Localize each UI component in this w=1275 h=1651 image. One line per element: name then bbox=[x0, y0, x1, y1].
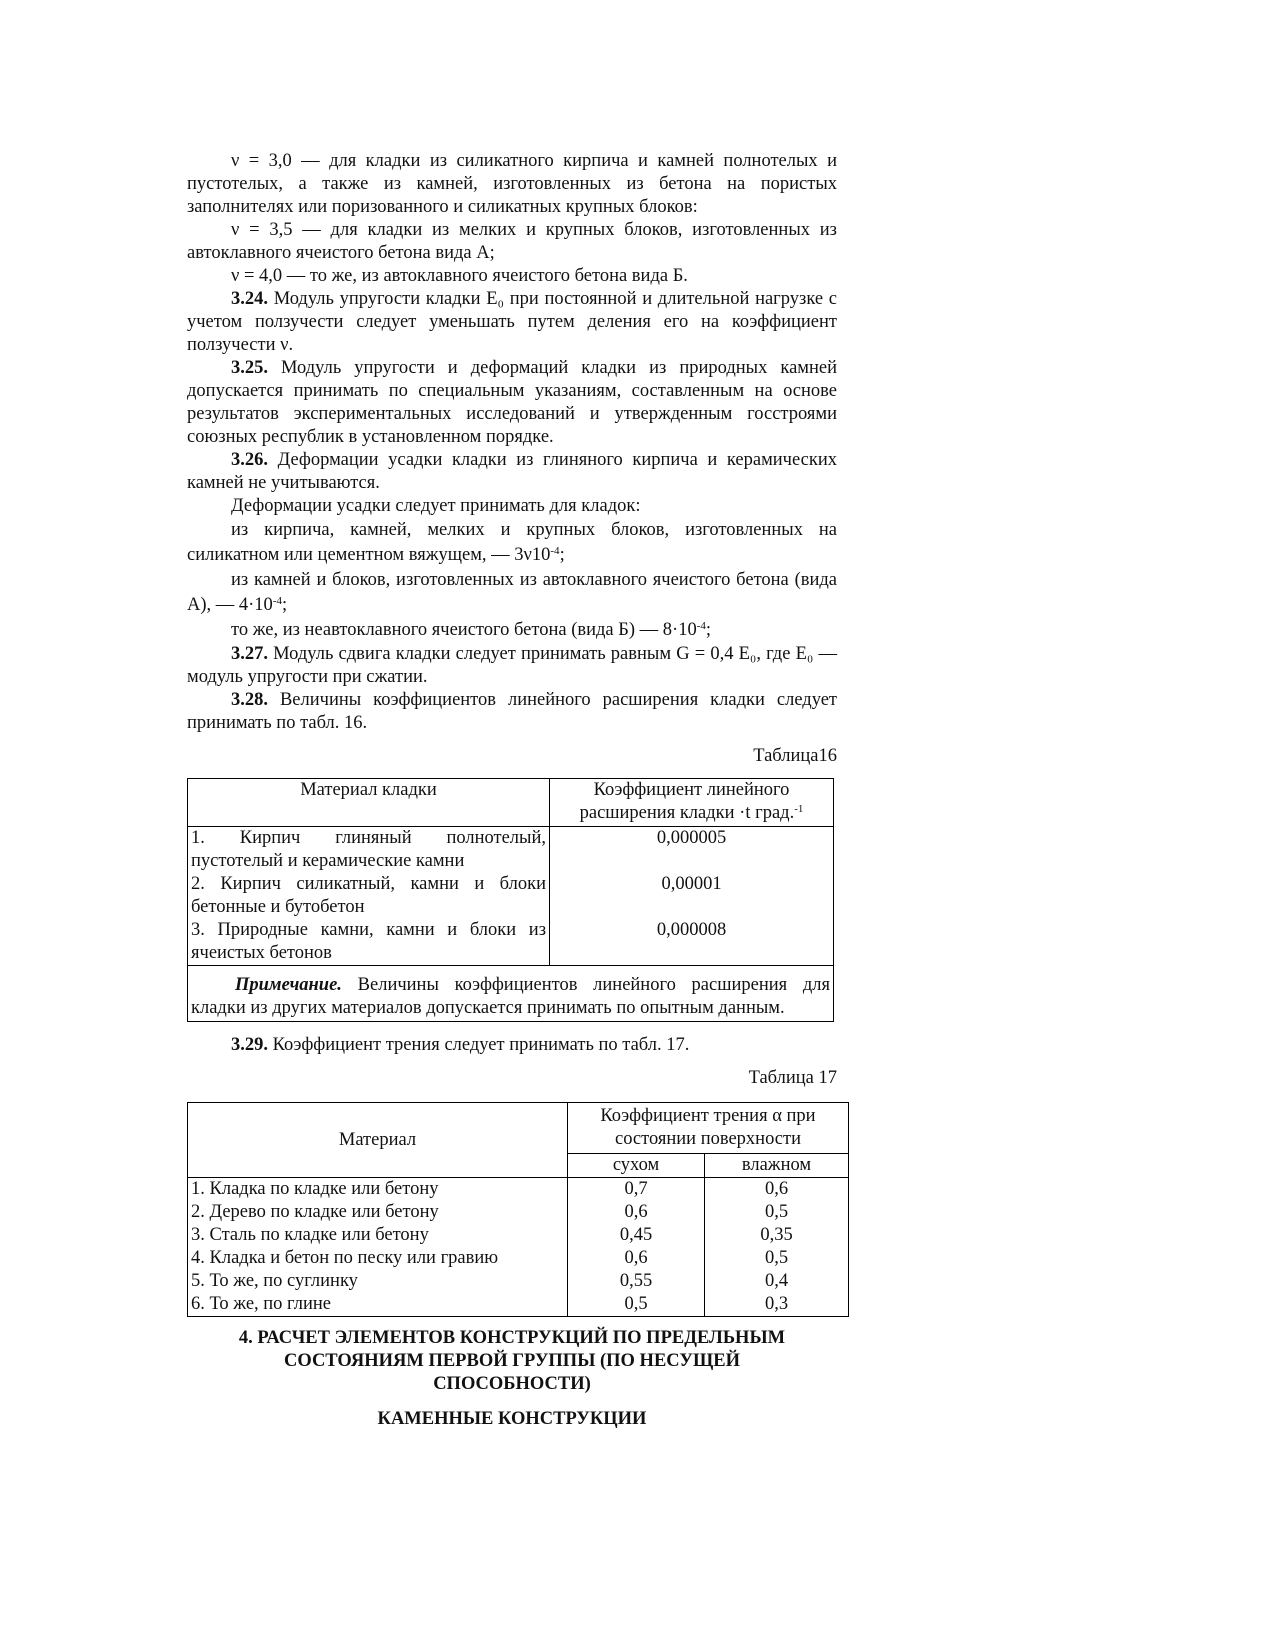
paragraph-number: 3.26. bbox=[231, 450, 268, 470]
paragraph-shrink-1 bbox=[187, 518, 837, 568]
shrink-3-text: то же, из неавтоклавного ячеистого бетона (вида Б) — 8·10 bbox=[231, 620, 697, 640]
paragraph-number: 3.24. bbox=[231, 289, 268, 309]
shrink-1-text: из кирпича, камней, мелких и крупных блоков, изготовленных на силикатном или цементном вяжущем, — 3ν10 bbox=[187, 520, 837, 565]
paragraph-shrink-intro: Деформации усадки следует принимать для кладок: bbox=[231, 496, 641, 516]
paragraph-3-28 bbox=[187, 689, 837, 735]
paragraph-number: 3.25. bbox=[231, 358, 268, 378]
paragraph-v30: ν = 3,0 — для кладки из силикатного кирпича и камней полнотелых и пустотелых, а также из камней, изготовленных из бетона на пористых заполнителях или поризованного и силикатных крупных блоков: bbox=[187, 151, 837, 217]
table-header-coefficient bbox=[550, 779, 834, 827]
table-cell-value: 0,000005 bbox=[656, 828, 727, 848]
paragraph-text: Модуль упругости кладки E₀ при постоянной и длительной нагрузке с учетом ползучести следует уменьшать путем деления его на коэффициент ползучести ν. bbox=[187, 289, 837, 355]
table-cell-material: 4. Кладка и бетон по песку или гравию bbox=[188, 1247, 568, 1270]
table-cell-material: 1. Кладка по кладке или бетону bbox=[188, 1178, 568, 1202]
table-cell-material: 2. Кирпич силикатный, камни и блоки бетонные и бутобетон bbox=[188, 873, 550, 919]
table-note-row bbox=[188, 966, 834, 1022]
table-16 bbox=[187, 778, 834, 1022]
paragraph-number: 3.29. bbox=[231, 1035, 268, 1055]
table-header-wet: влажном bbox=[705, 1154, 849, 1178]
paragraph-3-27 bbox=[187, 643, 837, 689]
shrink-3-end: ; bbox=[705, 620, 712, 640]
table-header-row bbox=[188, 1103, 849, 1154]
table-cell-value: 0,000008 bbox=[656, 920, 727, 940]
header-coefficient-exponent: -1 bbox=[794, 803, 804, 815]
paragraph-3-25 bbox=[187, 357, 837, 449]
table-cell-dry: 0,7 bbox=[568, 1178, 705, 1202]
table-header-material: Материал bbox=[188, 1103, 568, 1178]
table-cell-wet: 0,5 bbox=[764, 1248, 789, 1268]
table-row bbox=[188, 873, 834, 919]
table-cell-dry: 0,5 bbox=[568, 1293, 705, 1317]
table-cell-dry: 0,6 bbox=[568, 1201, 705, 1224]
header-coefficient-text: Коэффициент линейного расширения кладки ·t град. bbox=[579, 780, 795, 823]
paragraph-text: Модуль сдвига кладки следует принимать равным G = 0,4 E₀, где E₀ — модуль упругости при сжатии. bbox=[187, 644, 837, 687]
section-subheading: КАМЕННЫЕ КОНСТРУКЦИИ bbox=[377, 1409, 647, 1429]
shrink-1-exponent: -4 bbox=[550, 545, 560, 557]
table-cell-dry: 0,55 bbox=[568, 1270, 705, 1293]
shrink-1-end: ; bbox=[559, 545, 565, 565]
paragraph-text: Коэффициент трения следует принимать по табл. 17. bbox=[272, 1035, 690, 1055]
table-cell-material: 6. То же, по глине bbox=[188, 1293, 568, 1317]
table-cell-material: 3. Сталь по кладке или бетону bbox=[188, 1224, 568, 1247]
table-cell-wet: 0,6 bbox=[764, 1179, 789, 1199]
table-row bbox=[188, 1178, 849, 1202]
table-cell-dry: 0,6 bbox=[568, 1247, 705, 1270]
paragraph-shrink-2 bbox=[187, 568, 837, 618]
table-17-caption: Таблица 17 bbox=[748, 1068, 837, 1088]
table-cell-wet: 0,3 bbox=[764, 1294, 789, 1314]
table-header-row bbox=[188, 779, 834, 827]
table-cell-material: 1. Кирпич глиняный полнотелый, пустотелый и керамические камни bbox=[188, 827, 550, 874]
table-cell-dry: 0,45 bbox=[568, 1224, 705, 1247]
paragraph-shrink-3 bbox=[187, 618, 837, 643]
table-cell-material: 3. Природные камни, камни и блоки из ячеистых бетонов bbox=[188, 919, 550, 966]
table-row bbox=[188, 1293, 849, 1317]
shrink-2-end: ; bbox=[281, 595, 288, 615]
table-row bbox=[188, 919, 834, 966]
table-row bbox=[188, 1201, 849, 1224]
table-cell-wet: 0,35 bbox=[760, 1225, 793, 1245]
shrink-3-exponent: -4 bbox=[696, 620, 706, 632]
table-note bbox=[188, 966, 834, 1022]
table-cell-wet: 0,4 bbox=[764, 1271, 789, 1291]
table-header-coefficient: Коэффициент трения α при состоянии поверхности bbox=[568, 1103, 849, 1154]
table-header-dry: сухом bbox=[568, 1154, 705, 1178]
paragraph-v35: ν = 3,5 — для кладки из мелких и крупных блоков, изготовленных из автоклавного ячеистого бетона вида А; bbox=[187, 220, 837, 263]
document-page bbox=[187, 150, 837, 1431]
paragraph-3-24 bbox=[187, 288, 837, 357]
shrink-2-text: из камней и блоков, изготовленных из автоклавного ячеистого бетона (вида А), — 4·10 bbox=[187, 570, 837, 615]
table-cell-material: 5. То же, по суглинку bbox=[188, 1270, 568, 1293]
paragraph-v40: ν = 4,0 — то же, из автоклавного ячеистого бетона вида Б. bbox=[231, 266, 688, 286]
table-cell-value: 0,00001 bbox=[661, 874, 722, 894]
paragraph-3-29 bbox=[187, 1034, 837, 1057]
table-16-caption: Таблица16 bbox=[753, 746, 837, 766]
paragraph-text: Деформации усадки кладки из глиняного кирпича и керамических камней не учитываются. bbox=[187, 450, 838, 493]
table-row bbox=[188, 1224, 849, 1247]
table-17 bbox=[187, 1102, 849, 1317]
table-row bbox=[188, 827, 834, 874]
section-heading: 4. РАСЧЕТ ЭЛЕМЕНТОВ КОНСТРУКЦИЙ ПО ПРЕДЕЛЬНЫМ СОСТОЯНИЯМ ПЕРВОЙ ГРУППЫ (ПО НЕСУЩЕЙ СПОСОБНОСТИ) bbox=[238, 1328, 786, 1394]
paragraph-3-26 bbox=[187, 449, 837, 495]
note-label: Примечание. bbox=[235, 975, 342, 995]
paragraph-number: 3.28. bbox=[231, 690, 268, 710]
table-row bbox=[188, 1247, 849, 1270]
shrink-2-exponent: -4 bbox=[272, 595, 282, 607]
paragraph-text: Модуль упругости и деформаций кладки из природных камней допускается принимать по специальным указаниям, составленным на основе результатов экспериментальных исследований и утвержденным госстроями союзных республик в установленном порядке. bbox=[187, 358, 837, 447]
table-cell-material: 2. Дерево по кладке или бетону bbox=[188, 1201, 568, 1224]
paragraph-text: Величины коэффициентов линейного расширения кладки следует принимать по табл. 16. bbox=[187, 690, 837, 733]
table-row bbox=[188, 1270, 849, 1293]
table-cell-wet: 0,5 bbox=[764, 1202, 789, 1222]
table-header-material: Материал кладки bbox=[188, 779, 550, 827]
note-text: Величины коэффициентов линейного расширения для кладки из других материалов допускается принимать по опытным данным. bbox=[191, 975, 830, 1018]
paragraph-number: 3.27. bbox=[231, 644, 268, 664]
